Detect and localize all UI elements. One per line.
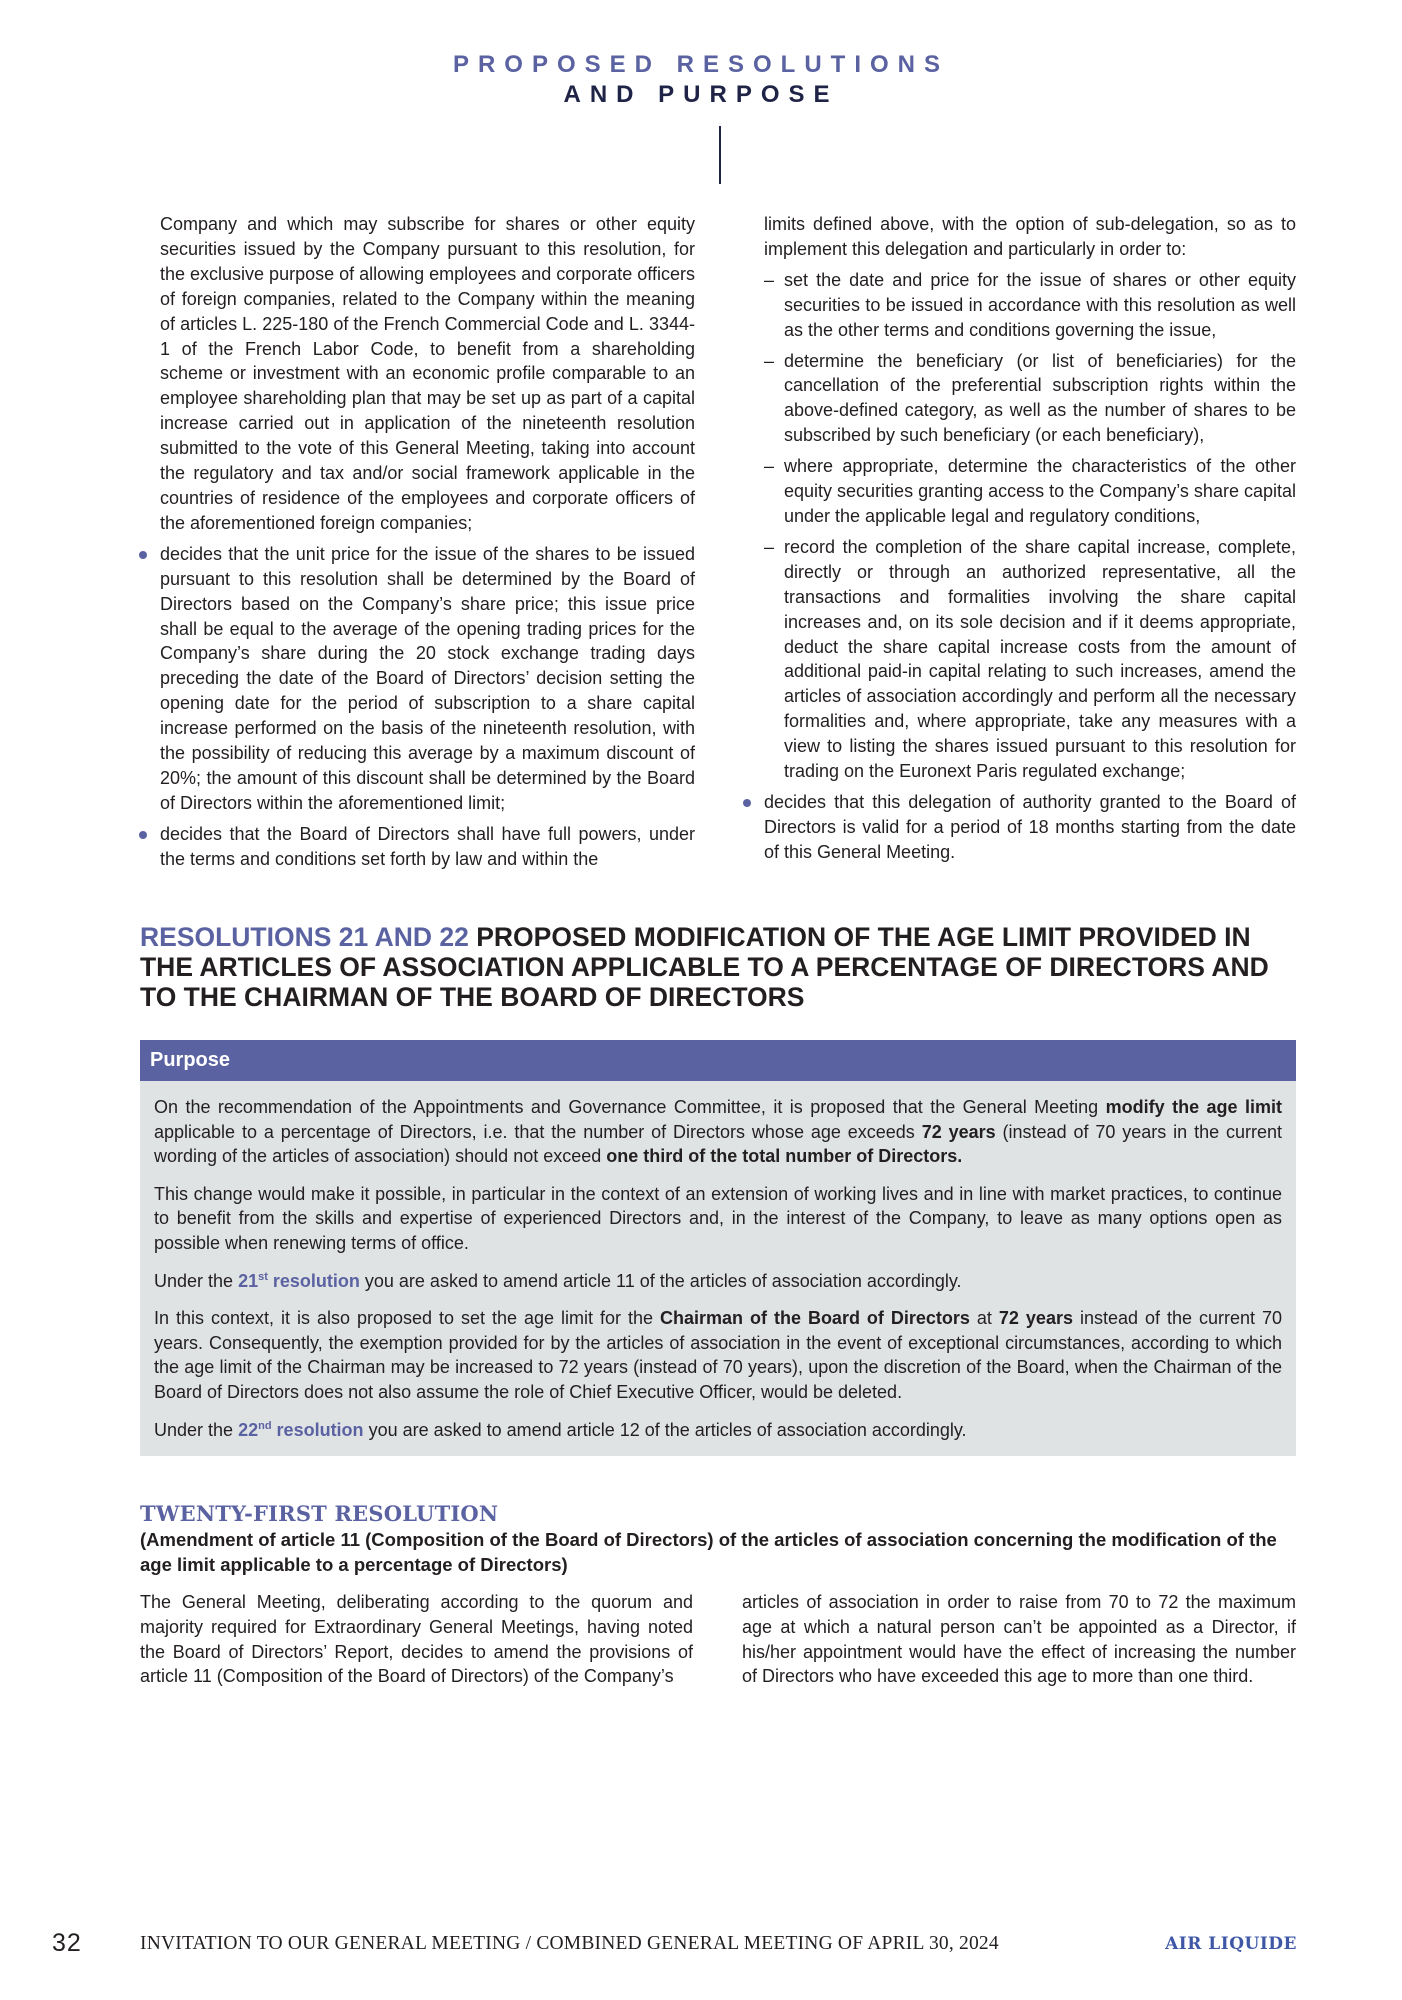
bold-text: Chairman of the Board of Directors <box>659 1308 970 1329</box>
resolution-right-column <box>742 1590 1296 1689</box>
link-text: resolution <box>271 1419 364 1440</box>
link-ordinal: nd <box>258 1419 272 1432</box>
text: you are asked to amend article 11 of the articles of association accordingly. <box>359 1270 962 1291</box>
footer-title: INVITATION TO OUR GENERAL MEETING / COMBINED GENERAL MEETING OF APRIL 30, 2024 <box>140 1933 999 1954</box>
delegation-dash-list <box>764 268 1296 784</box>
dash-item-set-date: – set the date and price for the issue of shares or other equity securities to be issued in accordance with this resolution as well as the other terms and conditions governing the issue, <box>764 268 1296 343</box>
page-footer <box>0 1928 1402 1958</box>
resolution-title: TWENTY-FIRST RESOLUTION <box>140 1501 499 1526</box>
dash-item-record-completion: – record the completion of the share capital increase, complete, directly or through an authorized representative, all the transactions and formalities involving the share capital increases and, on its sole decision and if it deems appropriate, deduct the share capital increase costs from the amount of additional paid-in capital relating to such increases, amend the articles of association accordingly and perform all the necessary formalities and, where appropriate, take any measures with a view to listing the shares issued pursuant to this resolution for trading on the Euronext Paris regulated exchange; <box>764 535 1296 784</box>
resolution-right-text: articles of association in order to raise from 70 to 72 the maximum age at which a natural person can’t be appointed as a Director, if his/her appointment would have the effect of increasing the number of Directors who have exceeded this age to more than one third. <box>742 1592 1296 1687</box>
resolution-22-link[interactable] <box>238 1420 364 1440</box>
bold-text: one third of the total number of Directors. <box>606 1146 963 1167</box>
text: you are asked to amend article 12 of the articles of association accordingly. <box>363 1419 967 1440</box>
page-number: 32 <box>52 1929 82 1957</box>
link-text: resolution <box>267 1270 360 1291</box>
left-bullet-unit-price: decides that the unit price for the issue of the shares to be issued pursuant to this resolution shall be determined by the Board of Directors based on the Company’s share price; this issue price shall be equal to the average of the opening trading prices for the Company’s share during the 20 stock exchange trading days preceding the date of the Board of Directors’ decision setting the opening date for the period of subscription to a share capital increase performed on the basis of the nineteenth resolution, with the possibility of reducing this average by a maximum discount of 20%; the amount of this discount shall be determined by the Board of Directors within the aforementioned limit; <box>160 542 695 816</box>
purpose-box <box>140 1081 1296 1456</box>
link-number: 21 <box>238 1270 259 1291</box>
link-number: 22 <box>238 1419 259 1440</box>
left-intro-paragraph: Company and which may subscribe for shares or other equity securities issued by the Company pursuant to this resolution, for the exclusive purpose of allowing employees and corporate officers of foreign companies, related to the Company within the meaning of articles L. 225-180 of the French Commercial Code and L. 3344-1 of the French Labor Code, to benefit from a shareholding scheme or investment with an economic profile comparable to an employee shareholding plan that may be set up as part of a capital increase carried out in application of the nineteenth resolution submitted to the vote of this General Meeting, taking into account the regulatory and tax and/or social framework applicable in the countries of residence of the employees and corporate officers of the aforementioned foreign companies; <box>160 214 695 533</box>
header-line-2: AND PURPOSE <box>563 81 839 108</box>
left-bullet-full-powers: decides that the Board of Directors shall have full powers, under the terms and conditions set forth by law and within the <box>160 822 695 872</box>
text: Under the <box>154 1270 239 1291</box>
text: at <box>969 1308 999 1329</box>
dash-item-beneficiary: – determine the beneficiary (or list of beneficiaries) for the cancellation of the preferential subscription rights within the above-defined category, as well as the number of shares to be subscribed by such beneficiary (or each beneficiary), <box>764 349 1296 449</box>
resolution-subtitle: (Amendment of article 11 (Composition of the Board of Directors) of the articles of association concerning the modification of the age limit applicable to a percentage of Directors) <box>140 1529 1277 1575</box>
bold-text: modify the age limit <box>1105 1097 1282 1117</box>
purpose-paragraph-4 <box>154 1306 1282 1404</box>
link-ordinal: st <box>258 1270 268 1283</box>
purpose-paragraph-1 <box>154 1095 1282 1169</box>
purpose-paragraph-2: This change would make it possible, in particular in the context of an extension of working lives and in line with market practices, to continue to benefit from the skills and expertise of experienced Directors and, in the interest of the Company, to leave as many options open as possible when renewing terms of office. <box>154 1183 1282 1253</box>
purpose-header: Purpose <box>140 1040 1296 1081</box>
text: instead of the current 70 years. Consequently, the exemption provided for by the articles of association in the event of exceptional circumstances, according to which the age limit of the Chairman may be increased to 72 years (instead of 70 years), upon the discretion of the Board, when the Chairman of the Board of Directors does not also assume the role of Chief Executive Officer, would be deleted. <box>154 1308 1283 1402</box>
left-column <box>160 212 695 872</box>
text: Under the <box>154 1419 239 1440</box>
resolution-21-link[interactable] <box>238 1271 360 1291</box>
resolution-heading <box>140 1501 1290 1577</box>
section-title-rest: PROPOSED MODIFICATION OF THE AGE LIMIT PROVIDED IN THE ARTICLES OF ASSOCIATION APPLICABLE TO A PERCENTAGE OF DIRECTORS AND TO THE CHAIRMAN OF THE BOARD OF DIRECTORS <box>140 922 1269 1012</box>
header-divider <box>719 126 721 184</box>
dash-item-characteristics: – where appropriate, determine the characteristics of the other equity securities granting access to the Company’s share capital under the applicable legal and regulatory conditions, <box>764 454 1296 529</box>
text: (instead of 70 years in the current wording of the articles of association) should not exceed <box>154 1121 1282 1167</box>
bold-text: 72 years <box>998 1308 1073 1329</box>
resolution-left-text: The General Meeting, deliberating according to the quorum and majority required for Extraordinary General Meetings, having noted the Board of Directors’ Report, decides to amend the provisions of article 11 (Composition of the Board of Directors) of the Company’s <box>140 1592 693 1687</box>
purpose-paragraph-3 <box>154 1269 1282 1294</box>
section-title-accent: RESOLUTIONS 21 AND 22 <box>140 922 469 952</box>
text: In this context, it is also proposed to set the age limit for the <box>154 1308 660 1329</box>
bold-text: 72 years <box>921 1121 996 1142</box>
section-title <box>140 922 1290 1012</box>
right-bullet-validity: decides that this delegation of authority granted to the Board of Directors is valid for a period of 18 months starting from the date of this General Meeting. <box>764 790 1296 865</box>
resolution-left-column <box>140 1590 693 1689</box>
right-column <box>764 212 1296 865</box>
text: applicable to a percentage of Directors, i.e. that the number of Directors whose age exceeds <box>154 1121 922 1142</box>
page-header <box>0 50 1402 110</box>
right-intro-paragraph: limits defined above, with the option of sub-delegation, so as to implement this delegation and particularly in order to: <box>764 214 1296 259</box>
header-line-1: PROPOSED RESOLUTIONS <box>452 51 950 78</box>
text: On the recommendation of the Appointments and Governance Committee, it is proposed that the General Meeting <box>154 1097 1106 1117</box>
brand-logo: AIR LIQUIDE <box>1165 1934 1297 1954</box>
purpose-paragraph-5 <box>154 1418 1282 1443</box>
